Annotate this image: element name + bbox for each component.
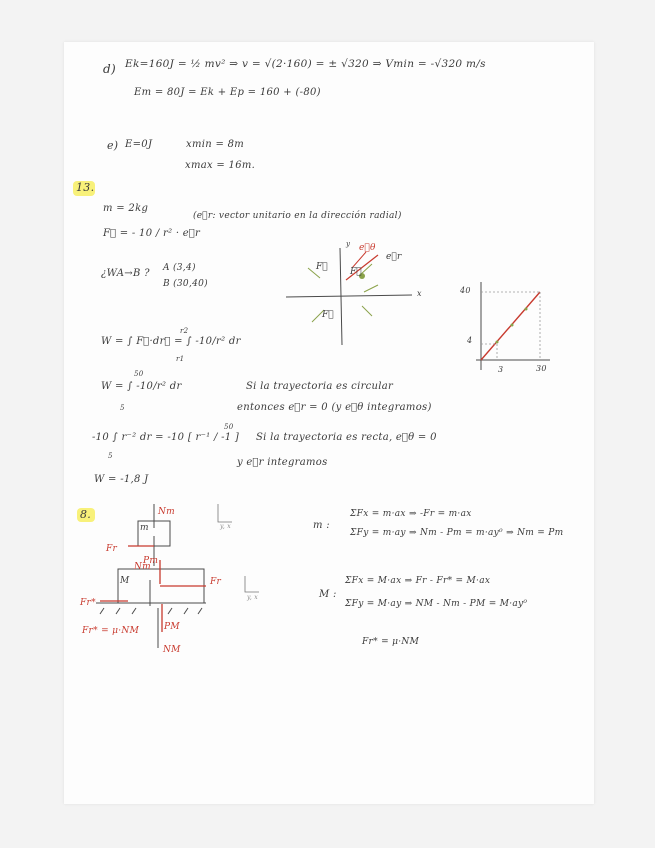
fbd-fr-star: Fr* bbox=[80, 598, 96, 608]
problem-13-number: 13. bbox=[76, 181, 95, 194]
etheta-label: e⃗θ bbox=[359, 243, 376, 253]
small-m-eq2: ΣFy = m·ay ⇒ Nm - Pm = m·ay⁰ ⇒ Nm = Pm bbox=[350, 528, 564, 538]
work-definition: W = ∫ F⃗·dr⃗ = ∫ -10/r² dr bbox=[101, 336, 241, 347]
force-label-1: F⃗ bbox=[350, 267, 362, 277]
straight-note-1: Si la trayectoria es recta, e⃗θ = 0 bbox=[256, 432, 437, 443]
work-def-upper: r2 bbox=[180, 327, 189, 335]
big-m-eq3: Fr* = μ·NM bbox=[362, 637, 420, 647]
big-m-label: M : bbox=[319, 589, 337, 600]
part-d-label: d) bbox=[103, 62, 116, 76]
part-e-xmax: xmax = 16m. bbox=[185, 160, 256, 171]
fbd-pM: PM bbox=[164, 622, 180, 632]
axes-label-1: y, x bbox=[220, 523, 231, 530]
integral-upper: 50 bbox=[224, 423, 234, 431]
work-step2: W = ∫ -10/r² dr bbox=[101, 381, 182, 392]
problem-13-mass: m = 2kg bbox=[103, 203, 149, 214]
fbd-fr-right: Fr bbox=[210, 577, 222, 587]
graph-x-end: 30 bbox=[536, 364, 547, 373]
circular-note-1: Si la trayectoria es circular bbox=[246, 381, 394, 392]
axes-label-2: y, x bbox=[247, 594, 258, 601]
small-m-label: m : bbox=[313, 520, 330, 531]
work-step2-upper: 50 bbox=[134, 370, 144, 378]
work-step2-lower: 5 bbox=[120, 404, 125, 412]
work-result: W = -1,8 J bbox=[94, 474, 149, 485]
problem-13-note: (e⃗r: vector unitario en la dirección radial) bbox=[193, 211, 402, 221]
problem-8-number: 8. bbox=[80, 508, 92, 521]
part-d-line1: Ek=160J = ½ mv² ⇒ v = √(2·160) = ± √320 ⇒ Vmin = -√320 m/s bbox=[125, 58, 486, 70]
problem-13-question: ¿WA→B ? bbox=[101, 268, 150, 279]
part-e-label: e) bbox=[107, 139, 119, 152]
graph-y-mid: 4 bbox=[467, 336, 473, 345]
straight-note-2: y e⃗r integramos bbox=[237, 457, 328, 468]
graph-y-top: 40 bbox=[460, 286, 471, 295]
work-def-lower: r1 bbox=[176, 355, 185, 363]
fbd-fr-left: Fr bbox=[106, 544, 118, 554]
part-e-xmin: xmin = 8m bbox=[186, 139, 245, 150]
fbd-NM: NM bbox=[163, 645, 181, 655]
small-m-eq1: ΣFx = m·ax ⇒ -Fr = m·ax bbox=[350, 509, 472, 519]
fbd-m-label: m bbox=[140, 523, 149, 533]
force-label-2: F⃗ bbox=[316, 262, 328, 272]
problem-13-point-a: A (3,4) bbox=[163, 263, 196, 273]
integral-lower: 5 bbox=[108, 452, 113, 460]
force-label-3: F⃗ bbox=[322, 310, 334, 320]
problem-13-force: F⃗ = - 10 / r² · e⃗r bbox=[103, 228, 201, 239]
problem-13-point-b: B (30,40) bbox=[163, 279, 208, 289]
circular-note-2: entonces e⃗r = 0 (y e⃗θ integramos) bbox=[237, 402, 432, 413]
fbd-M-label: M bbox=[120, 576, 130, 586]
fbd-nm-mid: Nm bbox=[134, 562, 152, 572]
fbd-pm: Pm bbox=[143, 556, 159, 566]
big-m-eq2: ΣFy = M·ay ⇒ NM - Nm - PM = M·ay⁰ bbox=[345, 599, 528, 609]
part-e-value: E=0J bbox=[125, 139, 153, 150]
graph-x-mid: 3 bbox=[498, 365, 504, 374]
x-axis-label: x bbox=[417, 289, 422, 298]
y-axis-label: y bbox=[346, 240, 351, 248]
big-m-eq1: ΣFx = M·ax ⇒ Fr - Fr* = M·ax bbox=[345, 576, 491, 586]
er-label: e⃗r bbox=[386, 252, 402, 262]
part-d-line2: Em = 80J = Ek + Ep = 160 + (-80) bbox=[134, 87, 321, 98]
integral-step: -10 ∫ r⁻² dr = -10 [ r⁻¹ / -1 ] bbox=[92, 432, 240, 443]
fbd-friction-relation: Fr* = μ·NM bbox=[82, 626, 140, 636]
fbd-nm-top: Nm bbox=[158, 507, 176, 517]
